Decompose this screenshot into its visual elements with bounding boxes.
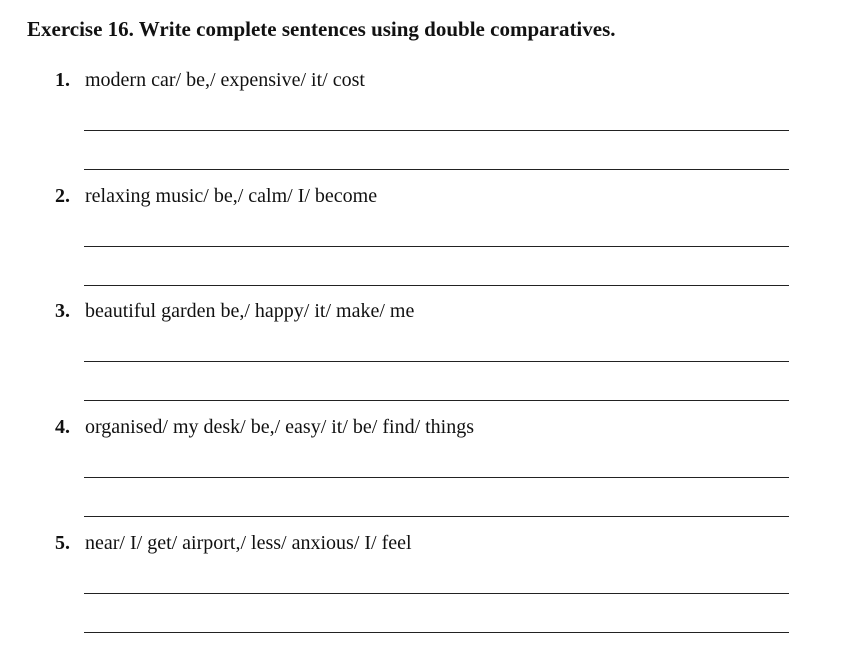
answer-line[interactable] bbox=[84, 632, 789, 633]
answer-line[interactable] bbox=[84, 246, 789, 247]
item-prompt: near/ I/ get/ airport,/ less/ anxious/ I/ feel bbox=[85, 532, 412, 554]
item-prompt: modern car/ be,/ expensive/ it/ cost bbox=[85, 69, 365, 91]
answer-line[interactable] bbox=[84, 285, 789, 286]
item-number: 5. bbox=[55, 532, 70, 554]
item-number: 4. bbox=[55, 416, 70, 438]
item-number: 1. bbox=[55, 69, 70, 91]
answer-line[interactable] bbox=[84, 593, 789, 594]
item-prompt: relaxing music/ be,/ calm/ I/ become bbox=[85, 185, 378, 207]
answer-line[interactable] bbox=[84, 130, 789, 131]
exercise-item-5 bbox=[0, 532, 843, 648]
item-prompt: beautiful garden be,/ happy/ it/ make/ me bbox=[85, 300, 415, 322]
answer-line[interactable] bbox=[84, 169, 789, 170]
item-prompt: organised/ my desk/ be,/ easy/ it/ be/ find/ things bbox=[85, 416, 475, 438]
answer-line[interactable] bbox=[84, 400, 789, 401]
item-number: 3. bbox=[55, 300, 70, 322]
exercise-title: Exercise 16. Write complete sentences using double comparatives. bbox=[27, 17, 616, 41]
answer-line[interactable] bbox=[84, 516, 789, 517]
exercise-item-3 bbox=[0, 300, 843, 416]
answer-line[interactable] bbox=[84, 361, 789, 362]
exercise-item-1 bbox=[0, 69, 843, 185]
item-number: 2. bbox=[55, 185, 70, 207]
answer-line[interactable] bbox=[84, 477, 789, 478]
exercise-item-2 bbox=[0, 185, 843, 301]
exercise-item-4 bbox=[0, 416, 843, 532]
